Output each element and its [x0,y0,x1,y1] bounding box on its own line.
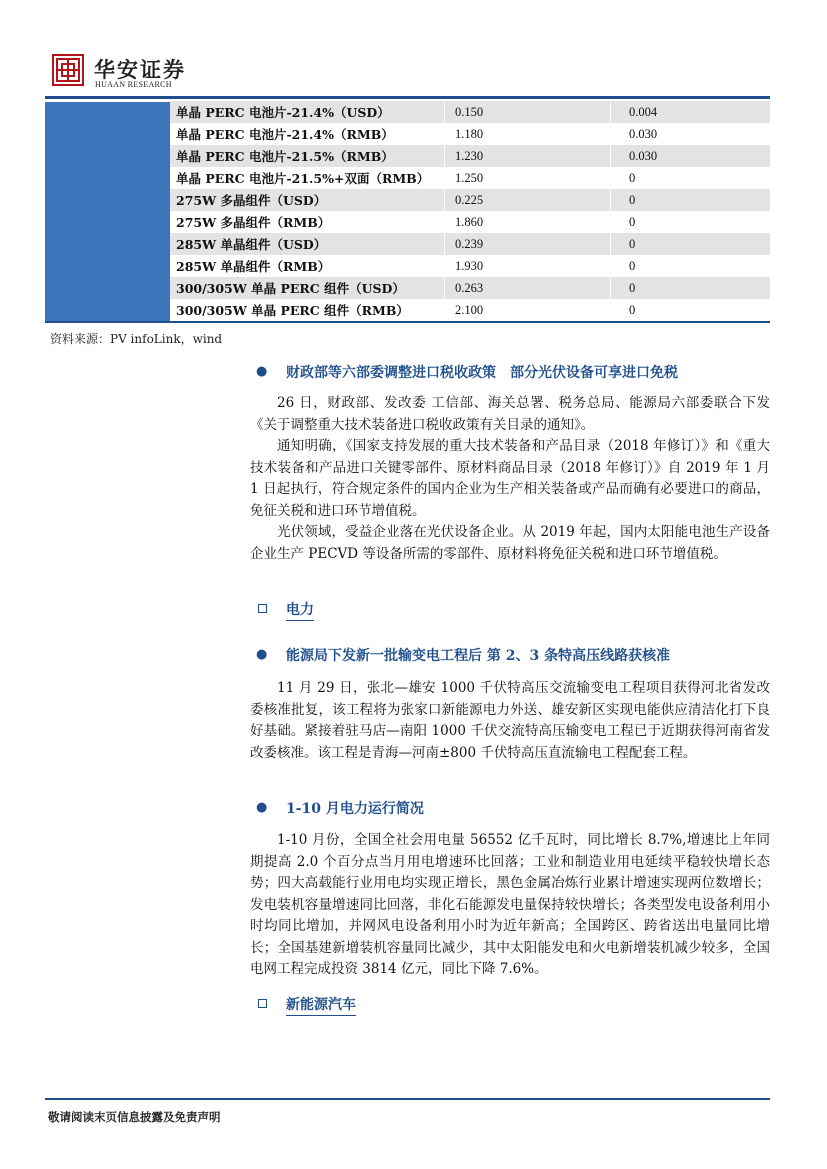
square-bullet-icon [258,604,267,613]
company-name-cn: 华安证券 [94,57,186,82]
table-row [170,233,770,255]
footer-disclaimer: 敬请阅读末页信息披露及免责声明 [48,1110,221,1124]
table-column-divider [610,102,611,321]
paragraph: 26 日，财政部、发改委 工信部、海关总署、税务总局、能源局六部委联合下发《关于调整重大技术装备进口税收政策有关目录的通知》。 [250,395,770,433]
table-row [170,211,770,233]
product-name-cell: 275W 多晶组件（USD） [176,193,327,208]
price-cell: 1.230 [455,148,484,163]
section-title-uhv: 能源局下发新一批输变电工程后 第 2、3 条特高压线路获核准 [286,648,671,664]
table-row [170,255,770,277]
product-name-cell: 单晶 PERC 电池片-21.5%（RMB） [176,149,394,164]
company-name-en: HUAAN RESEARCH [95,80,172,89]
change-cell: 0 [629,192,636,207]
price-cell: 0.263 [455,280,484,295]
change-cell: 0 [629,214,636,229]
company-logo-seal [52,54,84,86]
paragraph: 通知明确，《国家支持发展的重大技术装备和产品目录（2018 年修订）》和《重大技术装备和产品进口关键零部件、原材料商品目录（2018 年修订）》自 2019 年 1 月 1 日起执行，符合规定条件的国内企业为生产相关装备或产品而确有必要进口的商品，免征关税和进口环节增值税。 [250,438,770,519]
table-row [170,277,770,299]
price-cell: 0.225 [455,192,484,207]
paragraph: 光伏领域，受益企业落在光伏设备企业。从 2019 年起，国内太阳能电池生产设备企业生产 PECVD 等设备所需的零部件、原材料将免征关税和进口环节增值税。 [250,524,770,562]
product-name-cell: 300/305W 单晶 PERC 组件（RMB） [176,303,409,318]
bullet-dot-icon: ● [256,647,268,662]
product-name-cell: 单晶 PERC 电池片-21.5%+双面（RMB） [176,171,430,186]
price-cell: 2.100 [455,302,484,317]
table-source: 资料来源：PV infoLink，wind [50,332,223,346]
change-cell: 0 [629,170,636,185]
table-category-cell [45,102,170,321]
product-name-cell: 单晶 PERC 电池片-21.4%（RMB） [176,127,394,142]
table-row [170,145,770,167]
bullet-dot-icon: ● [256,800,268,815]
paragraph: 1-10 月份，全国全社会用电量 56552 亿千瓦时，同比增长 8.7%,增速比上年同期提高 2.0 个百分点当月用电增速环比回落；工业和制造业用电延续平稳较快增长态势；四大高载能行业用电均实现正增长，黑色金属冶炼行业累计增速实现两位数增长；发电装机容量增速同比回落，非化石能源发电量保持较快增长；各类型发电设备利用小时均同比增加，并网风电设备利用小时为近年新高；全国跨区、跨省送出电量同比增长；全国基建新增装机容量同比减少，其中太阳能发电和火电新增装机减少较多，全国电网工程完成投资 3814 亿元，同比下降 7.6%。 [250,832,770,977]
product-name-cell: 275W 多晶组件（RMB） [176,215,331,230]
footer-rule [45,1098,770,1100]
header-rule [45,96,770,99]
change-cell: 0 [629,236,636,251]
section-body-power-stats [250,830,770,981]
table-row [170,167,770,189]
bullet-dot-icon: ● [256,364,268,379]
section-title-tax: 财政部等六部委调整进口税收政策 部分光伏设备可享进口免税 [286,365,678,381]
table-row [170,189,770,211]
price-cell: 1.860 [455,214,484,229]
section-body-uhv [250,678,770,764]
section-heading-nev: 新能源汽车 [286,994,356,1016]
seal-icon [54,56,82,84]
change-cell: 0 [629,280,636,295]
price-cell: 1.930 [455,258,484,273]
price-cell: 1.250 [455,170,484,185]
paragraph: 11 月 29 日，张北—雄安 1000 千伏特高压交流输变电工程项目获得河北省发改委核准批复，该工程将为张家口新能源电力外送、雄安新区实现电能供应清洁化打下良好基础。紧接着驻马店—南阳 1000 千伏交流特高压输变电工程已于近期获得河南省发改委核准。该工程是青海—河南±800 千伏特高压直流输电工程配套工程。 [250,680,770,761]
product-name-cell: 300/305W 单晶 PERC 组件（USD） [176,281,405,296]
change-cell: 0 [629,302,636,317]
product-name-cell: 单晶 PERC 电池片-21.4%（USD） [176,105,390,120]
change-cell: 0.030 [629,126,658,141]
square-bullet-icon [258,999,267,1008]
table-row [170,123,770,145]
table-column-divider [444,102,445,321]
price-cell: 1.180 [455,126,484,141]
table-bottom-rule [45,321,770,323]
product-name-cell: 285W 单晶组件（RMB） [176,259,331,274]
table-row [170,299,770,321]
section-title-power-stats: 1-10 月电力运行简况 [286,801,424,817]
table-row [170,101,770,123]
change-cell: 0 [629,258,636,273]
price-cell: 0.239 [455,236,484,251]
price-cell: 0.150 [455,104,484,119]
product-name-cell: 285W 单晶组件（USD） [176,237,327,252]
change-cell: 0.030 [629,148,658,163]
section-body-tax [250,393,770,565]
section-heading-power: 电力 [286,599,314,621]
change-cell: 0.004 [629,104,658,119]
